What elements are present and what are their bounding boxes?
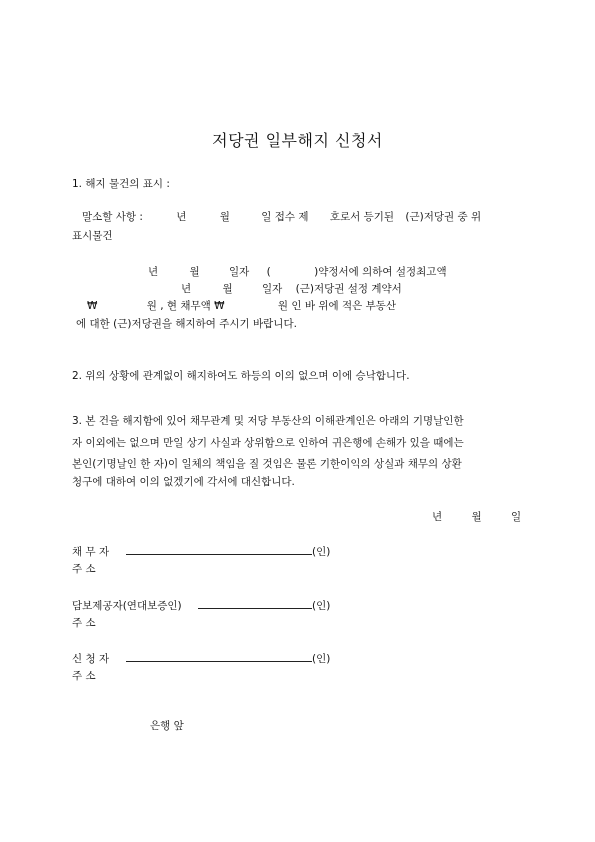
applicant-row [72, 650, 330, 666]
year-label: 년 [148, 266, 159, 278]
year-label: 년 [432, 511, 443, 523]
guarantor-row [72, 597, 330, 613]
date-label: 일자 [229, 266, 250, 278]
month-label: 월 [222, 283, 233, 295]
debtor-row [72, 543, 330, 559]
guarantor-name-line[interactable] [198, 597, 312, 609]
mortgage-label: (근)저당권 중 위 [405, 211, 482, 223]
year-label: 년 [176, 211, 187, 223]
year-label: 년 [181, 283, 192, 295]
contract-label: (근)저당권 설정 계약서 [295, 283, 402, 295]
guarantor-label: 담보제공자(연대보증인) [72, 600, 182, 612]
open-paren: ( [266, 266, 271, 278]
won-debt-label: 원 , 현 채무액 ₩ [146, 300, 225, 312]
debtor-seal: (인) [312, 546, 331, 558]
debtor-label: 채 무 자 [72, 546, 110, 558]
month-label: 월 [189, 266, 200, 278]
erase-item-label: 말소할 사항 : [82, 211, 143, 223]
section-1-heading: 1. 해지 물건의 표시 : [72, 178, 170, 190]
section-1-line-2: 표시물건 [72, 230, 113, 242]
section-3-line-4: 청구에 대하여 이의 없겠기에 각서에 대신합니다. [72, 476, 295, 488]
receipt-label: 일 접수 제 [261, 211, 309, 223]
bank-addressee: 은행 앞 [150, 720, 184, 732]
applicant-address: 주 소 [72, 670, 96, 682]
guarantor-address: 주 소 [72, 617, 96, 629]
applicant-seal: (인) [312, 653, 331, 665]
property-label: 원 인 바 위에 적은 부동산 [277, 300, 396, 312]
won-sign: ₩ [87, 300, 98, 312]
section-3-line-1: 3. 본 건을 해지함에 있어 채무관계 및 저당 부동산의 이해관계인은 아래의 기명날인한 [72, 415, 464, 427]
month-label: 월 [219, 211, 230, 223]
section-3-line-2: 자 이외에는 없으며 만일 상기 사실과 상위함으로 인하여 귀은행에 손해가 있을 때에는 [72, 437, 464, 449]
debtor-name-line[interactable] [126, 543, 312, 555]
applicant-name-line[interactable] [126, 650, 312, 662]
section-2: 2. 위의 상황에 관계없이 해지하여도 하등의 이의 없으며 이에 승낙합니다. [72, 370, 410, 382]
registered-label: 호로서 등기된 [329, 211, 395, 223]
section-1-line-1 [82, 209, 481, 224]
agreement-label: )약정서에 의하여 설정최고액 [314, 266, 447, 278]
debtor-address: 주 소 [72, 563, 96, 575]
page-title: 저당권 일부해지 신청서 [212, 131, 383, 150]
day-label: 일 [511, 511, 522, 523]
date-label: 일자 [262, 283, 283, 295]
section-1-line-6: 에 대한 (근)저당권을 해지하여 주시기 바랍니다. [76, 318, 297, 330]
month-label: 월 [471, 511, 482, 523]
section-3-line-3: 본인(기명날인 한 자)이 일체의 책임을 질 것임은 물론 기한이익의 상실과 채무의 상환 [72, 458, 462, 470]
guarantor-seal: (인) [312, 600, 331, 612]
section-1-line-3 [148, 264, 447, 279]
section-1-line-5 [87, 298, 396, 313]
date-line [432, 509, 521, 524]
section-1-line-4 [181, 281, 402, 296]
applicant-label: 신 청 자 [72, 653, 110, 665]
